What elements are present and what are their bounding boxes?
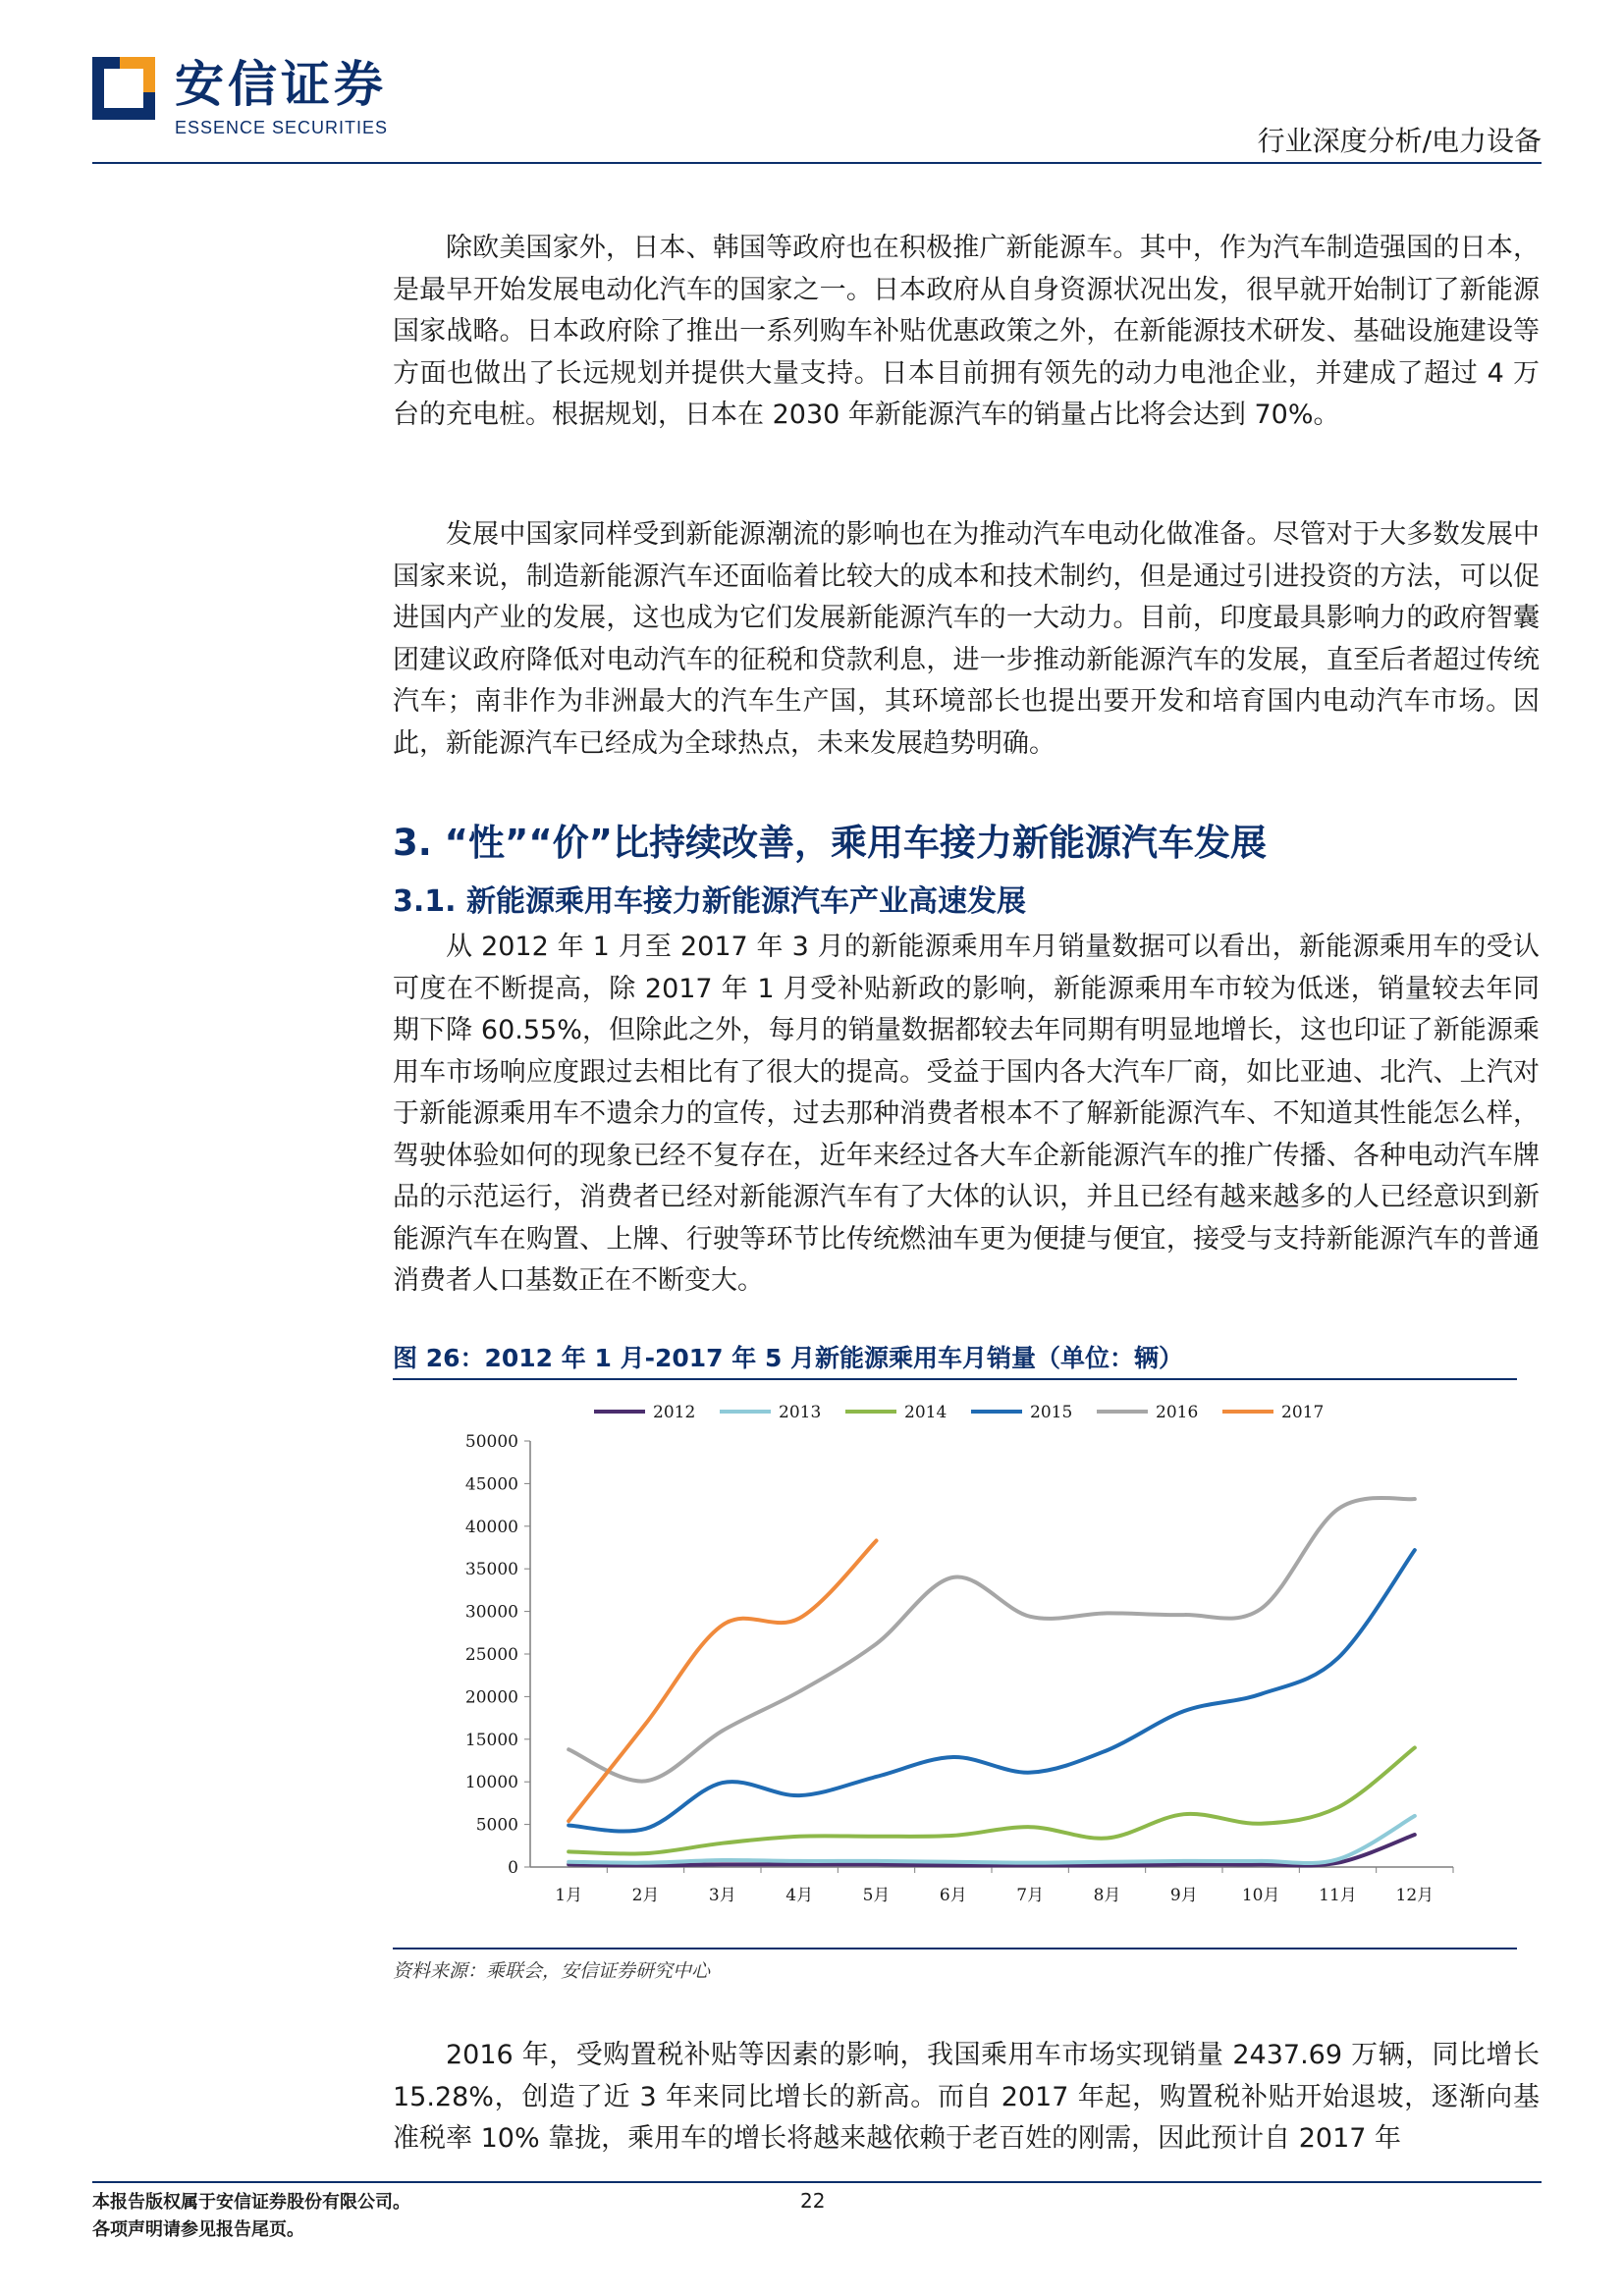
footer-divider	[92, 2181, 1542, 2183]
x-tick-label: 1月	[555, 1886, 583, 1905]
series-line-2016	[568, 1498, 1415, 1782]
y-tick-label: 35000	[464, 1560, 518, 1580]
x-tick-label: 5月	[862, 1886, 891, 1905]
paragraph-japan: 除欧美国家外，日本、韩国等政府也在积极推广新能源车。其中，作为汽车制造强国的日本，是最早开始发展电动化汽车的国家之一。日本政府从自身资源状况出发，很早就开始制订了新能源国家战略。日本政府除了推出一系列购车补贴优惠政策之外，在新能源技术研发、基础设施建设等方面也做出了长远规划并提供大量支持。日本目前拥有领先的动力电池企业，并建成了超过 4 万台的充电桩。根据规划，日本在 2030 年新能源汽车的销量占比将会达到 70%。	[393, 233, 1540, 430]
legend-label-2012: 2012	[653, 1403, 696, 1422]
legend-label-2016: 2016	[1156, 1403, 1199, 1422]
section-heading: 3. “性”“价”比持续改善，乘用车接力新能源汽车发展	[393, 822, 1267, 864]
series-line-2017	[568, 1541, 876, 1822]
header-divider	[92, 162, 1542, 164]
legend-label-2015: 2015	[1030, 1403, 1073, 1422]
page-number: 22	[800, 2189, 826, 2213]
y-tick-label: 40000	[464, 1517, 518, 1537]
legend-label-2014: 2014	[904, 1403, 947, 1422]
footer-statement: 各项声明请参见报告尾页。	[92, 2219, 304, 2240]
footer-disclaimer	[92, 2189, 410, 2244]
y-tick-label: 10000	[464, 1773, 518, 1793]
figure-bottom-rule	[393, 1948, 1517, 1949]
y-tick-label: 30000	[464, 1602, 518, 1623]
y-tick-label: 25000	[464, 1645, 518, 1665]
footer-copyright: 本报告版权属于安信证券股份有限公司。	[92, 2192, 410, 2213]
subsection-heading: 3.1. 新能源乘用车接力新能源汽车产业高速发展	[393, 884, 1026, 919]
y-tick-label: 15000	[464, 1730, 518, 1750]
x-tick-label: 4月	[785, 1886, 814, 1905]
figure-source: 资料来源：乘联会，安信证券研究中心	[393, 1960, 711, 1982]
brand-name-cn: 安信证券	[175, 56, 387, 113]
y-tick-label: 50000	[464, 1432, 518, 1452]
x-tick-label: 8月	[1093, 1886, 1121, 1905]
paragraph-developing: 发展中国家同样受到新能源潮流的影响也在为推动汽车电动化做准备。尽管对于大多数发展中国家来说，制造新能源汽车还面临着比较大的成本和技术制约，但是通过引进投资的方法，可以促进国内产业的发展，这也成为它们发展新能源汽车的一大动力。目前，印度最具影响力的政府智囊团建议政府降低对电动汽车的征税和贷款利息，进一步推动新能源汽车的发展，直至后者超过传统汽车；南非作为非洲最大的汽车生产国，其环境部长也提出要开发和培育国内电动汽车市场。因此，新能源汽车已经成为全球热点，未来发展趋势明确。	[393, 519, 1540, 759]
paragraph-2016-market: 2016 年，受购置税补贴等因素的影响，我国乘用车市场实现销量 2437.69 万辆，同比增长 15.28%，创造了近 3 年来同比增长的新高。而自 2017 年起，购置税补贴开始退坡，逐渐向基准税率 10% 靠拢，乘用车的增长将越来越依赖于老百姓的刚需，因此预计自 2017 年	[393, 2040, 1540, 2154]
legend-label-2013: 2013	[779, 1403, 822, 1422]
y-tick-label: 0	[508, 1858, 518, 1878]
sales-line-chart	[393, 1384, 1517, 1944]
y-tick-label: 45000	[464, 1474, 518, 1495]
x-tick-label: 3月	[708, 1886, 736, 1905]
report-category: 行业深度分析/电力设备	[1257, 125, 1542, 157]
x-tick-label: 10月	[1241, 1886, 1280, 1905]
x-tick-label: 9月	[1169, 1886, 1198, 1905]
legend-label-2017: 2017	[1281, 1403, 1325, 1422]
figure-title: 图 26：2012 年 1 月-2017 年 5 月新能源乘用车月销量（单位：辆）	[393, 1344, 1184, 1372]
brand-logo-icon	[92, 57, 155, 120]
x-tick-label: 2月	[631, 1886, 660, 1905]
x-tick-label: 7月	[1016, 1886, 1045, 1905]
brand-name-en: ESSENCE SECURITIES	[175, 118, 389, 137]
x-tick-label: 12月	[1395, 1886, 1435, 1905]
x-tick-label: 11月	[1319, 1886, 1357, 1905]
paragraph-market: 从 2012 年 1 月至 2017 年 3 月的新能源乘用车月销量数据可以看出，新能源乘用车的受认可度在不断提高，除 2017 年 1 月受补贴新政的影响，新能源乘用车市较为低迷，销量较去年同期下降 60.55%，但除此之外，每月的销量数据都较去年同期有明显地增长，这也印证了新能源乘用车市场响应度跟过去相比有了很大的提高。受益于国内各大汽车厂商，如比亚迪、北汽、上汽对于新能源乘用车不遗余力的宣传，过去那种消费者根本不了解新能源汽车、不知道其性能怎么样，驾驶体验如何的现象已经不复存在，近年来经过各大车企新能源汽车的推广传播、各种电动汽车牌品的示范运行，消费者已经对新能源汽车有了大体的认识，并且已经有越来越多的人已经意识到新能源汽车在购置、上牌、行驶等环节比传统燃油车更为便捷与便宜，接受与支持新能源汽车的普通消费者人口基数正在不断变大。	[393, 932, 1540, 1296]
figure-top-rule	[393, 1378, 1517, 1380]
x-tick-label: 6月	[939, 1886, 967, 1905]
y-tick-label: 20000	[464, 1687, 518, 1708]
y-tick-label: 5000	[475, 1815, 518, 1836]
